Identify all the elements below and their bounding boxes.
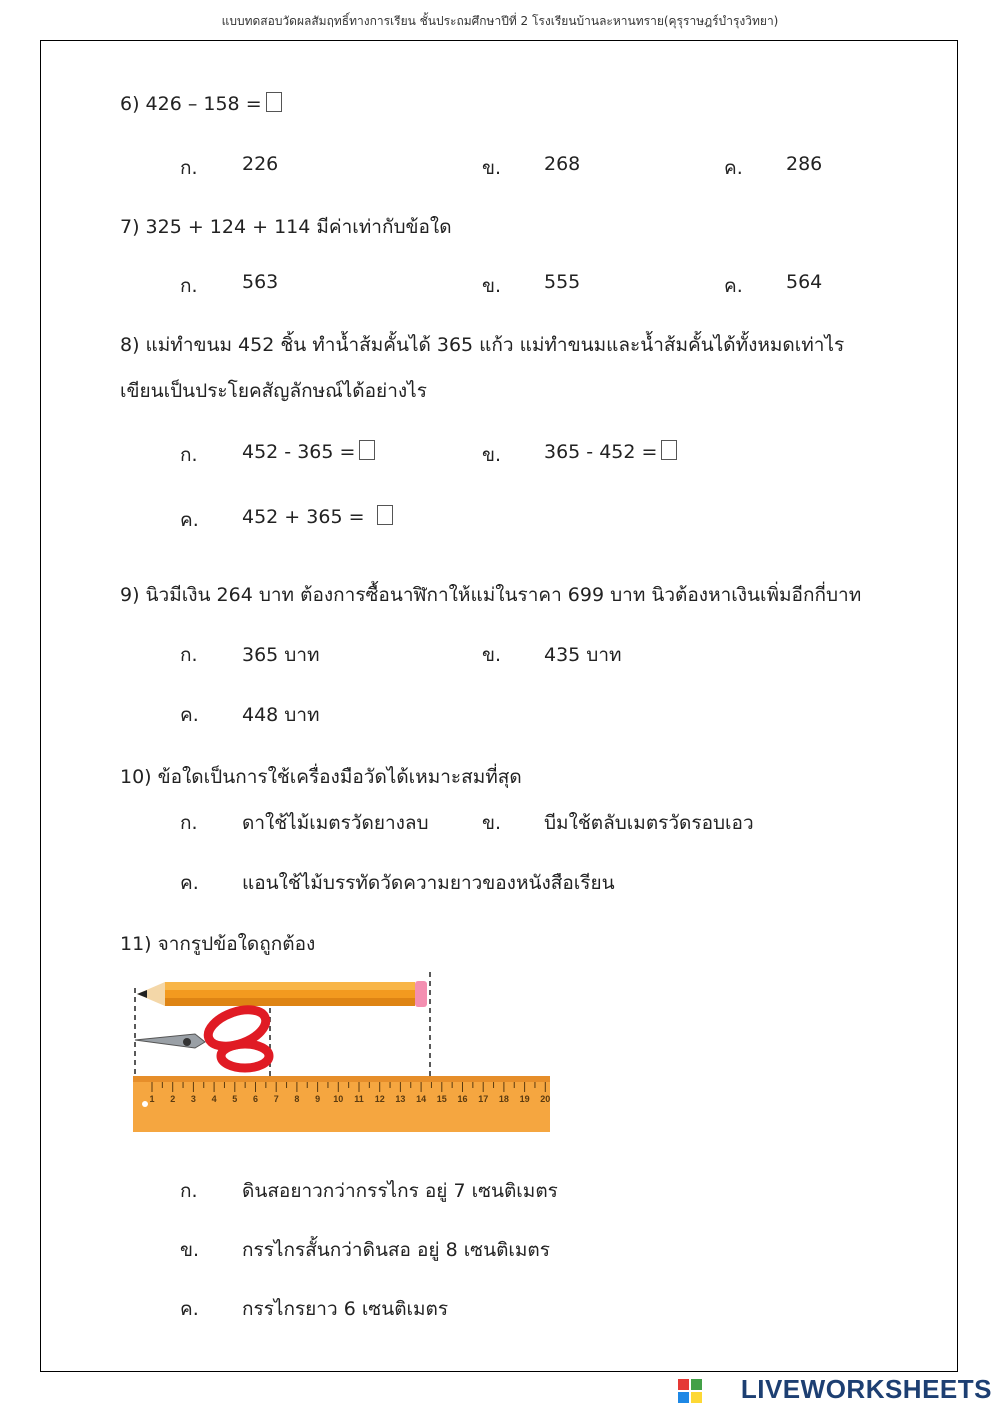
option-label: ค.: [724, 157, 743, 179]
liveworksheets-logo-icon: [678, 1379, 702, 1403]
ruler-tick-label: 10: [333, 1094, 344, 1104]
option-text: 452 - 365 =: [242, 441, 356, 463]
ruler-tick-label: 2: [170, 1094, 176, 1104]
option-label: ข.: [482, 644, 502, 666]
option-label: ก.: [180, 812, 198, 834]
ruler-tick-label: 16: [457, 1094, 468, 1104]
question-8-line2: เขียนเป็นประโยคสัญลักษณ์ได้อย่างไร: [120, 380, 427, 402]
option-label: ข.: [482, 275, 502, 297]
ruler-tick-label: 4: [211, 1094, 217, 1104]
option-text[interactable]: 365 บาท: [242, 644, 320, 666]
pencil-icon: [137, 981, 427, 1007]
ruler-tick-label: 14: [416, 1094, 427, 1104]
question-11-text: 11) จากรูปข้อใดถูกต้อง: [120, 933, 316, 955]
question-6: [120, 92, 282, 115]
answer-box[interactable]: [359, 440, 375, 460]
option-label: ก.: [180, 275, 198, 297]
ruler-tick-label: 17: [478, 1094, 489, 1104]
option-label: ก.: [180, 644, 198, 666]
option-item[interactable]: [544, 440, 677, 463]
option-text[interactable]: 555: [544, 271, 581, 293]
option-label: ค.: [724, 275, 743, 297]
option-label: ข.: [482, 444, 502, 466]
option-item[interactable]: [242, 505, 393, 528]
scissors-icon: [135, 1003, 271, 1068]
ruler-tick-label: 3: [190, 1094, 196, 1104]
option-label: ข.: [482, 157, 502, 179]
ruler-tick-label: 7: [273, 1094, 279, 1104]
ruler-tick-label: 9: [315, 1094, 321, 1104]
ruler-tick-label: 12: [374, 1094, 385, 1104]
ruler-tick-label: 8: [294, 1094, 300, 1104]
ruler-tick-label: 20: [540, 1094, 551, 1104]
question-9-text: 9) นิวมีเงิน 264 บาท ต้องการซื้อนาฬิกาให้แม่ในราคา 699 บาท นิวต้องหาเงินเพิ่มอีกกี่บาท: [120, 584, 862, 606]
option-text[interactable]: 268: [544, 153, 581, 175]
option-label: ข.: [180, 1239, 200, 1261]
option-text[interactable]: บีมใช้ตลับเมตรวัดรอบเอว: [544, 812, 754, 834]
ruler-tick-label: 6: [252, 1094, 259, 1104]
option-text: 452 + 365 =: [242, 506, 365, 528]
ruler-tick-label: 13: [395, 1094, 406, 1104]
ruler-tick-label: 11: [354, 1094, 364, 1104]
option-label: ค.: [180, 704, 199, 726]
option-item[interactable]: [242, 440, 375, 463]
answer-box[interactable]: [661, 440, 677, 460]
answer-box[interactable]: [377, 505, 393, 525]
option-label: ก.: [180, 157, 198, 179]
option-label: ค.: [180, 872, 199, 894]
option-text[interactable]: 286: [786, 153, 823, 175]
option-label: ข.: [482, 812, 502, 834]
ruler-tick-label: 1: [149, 1094, 155, 1104]
option-label: ค.: [180, 509, 199, 531]
ruler-tick-label: 15: [436, 1094, 447, 1104]
ruler-tick-label: 18: [498, 1094, 509, 1104]
ruler-tick-label: 19: [519, 1094, 530, 1104]
option-label: ก.: [180, 1180, 198, 1202]
option-text[interactable]: 563: [242, 271, 279, 293]
option-text[interactable]: 226: [242, 153, 279, 175]
brand-logo-text[interactable]: LIVEWORKSHEETS: [740, 1374, 992, 1404]
answer-box[interactable]: [266, 92, 282, 112]
option-text[interactable]: ดาใช้ไม้เมตรวัดยางลบ: [242, 812, 429, 834]
option-label: ก.: [180, 444, 198, 466]
option-text[interactable]: 435 บาท: [544, 644, 622, 666]
option-text[interactable]: ดินสอยาวกว่ากรรไกร อยู่ 7 เซนติเมตร: [242, 1180, 558, 1202]
pencil-scissors-ruler-illustration: [125, 968, 555, 1138]
question-6-text: 6) 426 – 158 =: [120, 93, 262, 115]
option-text[interactable]: 564: [786, 271, 823, 293]
question-10-text: 10) ข้อใดเป็นการใช้เครื่องมือวัดได้เหมาะสมที่สุด: [120, 766, 522, 788]
question-7-text: 7) 325 + 124 + 114 มีค่าเท่ากับข้อใด: [120, 216, 452, 238]
ruler-tick-label: 5: [232, 1094, 238, 1104]
option-label: ค.: [180, 1298, 199, 1320]
option-text[interactable]: กรรไกรยาว 6 เซนติเมตร: [242, 1298, 449, 1320]
question-8-line1: 8) แม่ทำขนม 452 ชิ้น ทำน้ำส้มคั้นได้ 365 แก้ว แม่ทำขนมและน้ำส้มคั้นได้ทั้งหมดเท่าไร: [120, 334, 845, 356]
page-header: แบบทดสอบวัดผลสัมฤทธิ์ทางการเรียน ชั้นประถมศึกษาปีที่ 2 โรงเรียนบ้านละหานทราย(คุรุราษฎร์บำรุงวิทยา): [221, 14, 779, 28]
option-text: 365 - 452 =: [544, 441, 658, 463]
option-text[interactable]: กรรไกรสั้นกว่าดินสอ อยู่ 8 เซนติเมตร: [242, 1239, 550, 1261]
option-text[interactable]: แอนใช้ไม้บรรทัดวัดความยาวของหนังสือเรียน: [242, 872, 615, 894]
ruler-icon: [133, 1076, 555, 1132]
option-text[interactable]: 448 บาท: [242, 704, 320, 726]
